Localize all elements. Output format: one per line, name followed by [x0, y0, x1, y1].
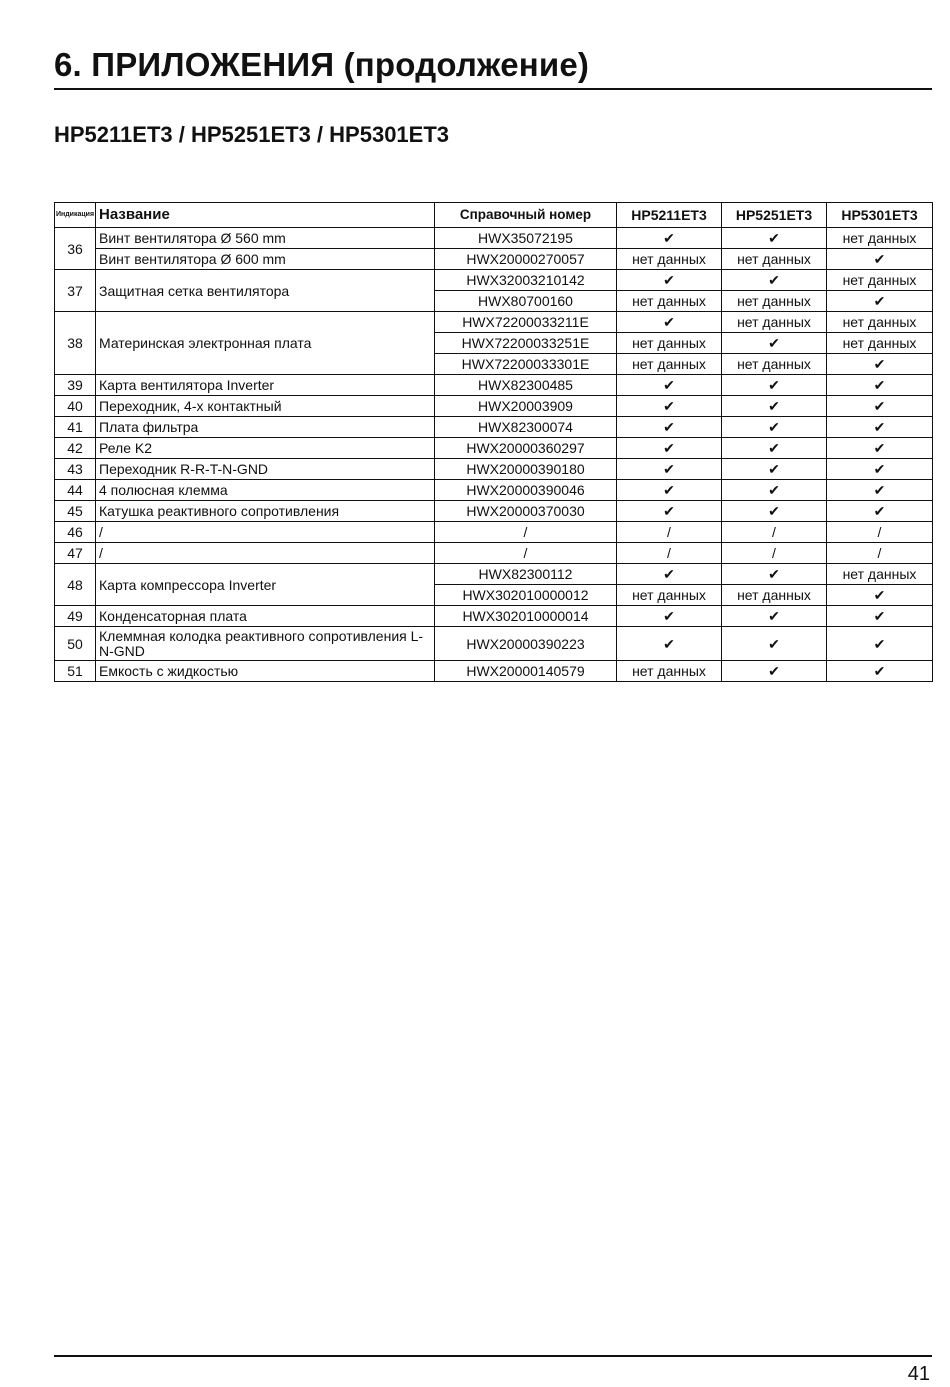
part-name-cell: Клеммная колодка реактивного сопротивления L-N-GND [96, 627, 435, 661]
availability-check-icon: ✔ [722, 459, 827, 480]
availability-check-icon: ✔ [617, 459, 722, 480]
availability-check-icon: ✔ [722, 396, 827, 417]
availability-cell: / [722, 543, 827, 564]
part-name-cell: Конденсаторная плата [96, 606, 435, 627]
availability-check-icon: ✔ [722, 228, 827, 249]
page-number: 41 [907, 1363, 930, 1385]
table-row [55, 249, 933, 270]
indication-cell: 42 [55, 438, 96, 459]
part-name-cell: Реле K2 [96, 438, 435, 459]
availability-check-icon: ✔ [827, 396, 933, 417]
availability-cell: нет данных [722, 291, 827, 312]
reference-number-cell: HWX302010000014 [435, 606, 617, 627]
table-row [55, 312, 933, 333]
availability-check-icon: ✔ [722, 564, 827, 585]
reference-number-cell: HWX302010000012 [435, 585, 617, 606]
part-name-cell: / [96, 522, 435, 543]
table-row [55, 661, 933, 682]
part-name-cell: / [96, 543, 435, 564]
indication-cell: 44 [55, 480, 96, 501]
table-row [55, 543, 933, 564]
availability-check-icon: ✔ [827, 585, 933, 606]
header-name: Название [96, 203, 435, 228]
reference-number-cell: HWX20000370030 [435, 501, 617, 522]
indication-cell: 51 [55, 661, 96, 682]
indication-cell: 37 [55, 270, 96, 312]
availability-cell: / [617, 522, 722, 543]
table-row [55, 480, 933, 501]
availability-check-icon: ✔ [722, 661, 827, 682]
reference-number-cell: HWX20000140579 [435, 661, 617, 682]
indication-cell: 38 [55, 312, 96, 375]
availability-check-icon: ✔ [827, 501, 933, 522]
availability-cell: нет данных [827, 564, 933, 585]
table-row [55, 522, 933, 543]
reference-number-cell: HWX20000270057 [435, 249, 617, 270]
table-row [55, 501, 933, 522]
availability-cell: / [827, 543, 933, 564]
table-row [55, 417, 933, 438]
availability-check-icon: ✔ [722, 501, 827, 522]
availability-cell: нет данных [617, 354, 722, 375]
availability-check-icon: ✔ [617, 438, 722, 459]
reference-number-cell: HWX32003210142 [435, 270, 617, 291]
footer-rule [54, 1355, 932, 1357]
availability-check-icon: ✔ [617, 564, 722, 585]
indication-cell: 49 [55, 606, 96, 627]
header-indication: Индикация [55, 203, 96, 228]
availability-cell: нет данных [722, 585, 827, 606]
availability-check-icon: ✔ [827, 291, 933, 312]
reference-number-cell: HWX82300112 [435, 564, 617, 585]
availability-check-icon: ✔ [827, 627, 933, 661]
part-name-cell: 4 полюсная клемма [96, 480, 435, 501]
indication-cell: 39 [55, 375, 96, 396]
availability-check-icon: ✔ [617, 627, 722, 661]
indication-cell: 48 [55, 564, 96, 606]
table-row [55, 375, 933, 396]
table-row [55, 438, 933, 459]
part-name-cell: Плата фильтра [96, 417, 435, 438]
header-model-1: HP5211ET3 [617, 203, 722, 228]
availability-cell: нет данных [617, 661, 722, 682]
header-reference-number: Справочный номер [435, 203, 617, 228]
part-name-cell: Емкость с жидкостью [96, 661, 435, 682]
title-rule [54, 88, 932, 90]
availability-check-icon: ✔ [722, 417, 827, 438]
table-row [55, 459, 933, 480]
indication-cell: 41 [55, 417, 96, 438]
reference-number-cell: HWX82300485 [435, 375, 617, 396]
reference-number-cell: HWX20000390046 [435, 480, 617, 501]
availability-cell: нет данных [722, 249, 827, 270]
availability-cell: нет данных [827, 270, 933, 291]
reference-number-cell: HWX20000390223 [435, 627, 617, 661]
reference-number-cell: HWX72200033211E [435, 312, 617, 333]
availability-cell: нет данных [722, 354, 827, 375]
part-name-cell: Карта компрессора Inverter [96, 564, 435, 606]
availability-check-icon: ✔ [617, 375, 722, 396]
header-model-3: HP5301ET3 [827, 203, 933, 228]
availability-check-icon: ✔ [827, 480, 933, 501]
availability-check-icon: ✔ [617, 396, 722, 417]
reference-number-cell: HWX20003909 [435, 396, 617, 417]
reference-number-cell: HWX20000360297 [435, 438, 617, 459]
availability-cell: нет данных [722, 312, 827, 333]
reference-number-cell: HWX80700160 [435, 291, 617, 312]
availability-cell: нет данных [827, 228, 933, 249]
reference-number-cell: / [435, 543, 617, 564]
table-header-row [55, 203, 933, 228]
availability-check-icon: ✔ [722, 270, 827, 291]
availability-check-icon: ✔ [827, 438, 933, 459]
availability-check-icon: ✔ [827, 375, 933, 396]
availability-check-icon: ✔ [617, 312, 722, 333]
availability-cell: нет данных [617, 585, 722, 606]
reference-number-cell: / [435, 522, 617, 543]
table-row [55, 627, 933, 661]
indication-cell: 46 [55, 522, 96, 543]
availability-check-icon: ✔ [827, 661, 933, 682]
table-row [55, 228, 933, 249]
reference-number-cell: HWX72200033251E [435, 333, 617, 354]
spare-parts-table [54, 202, 933, 682]
part-name-cell: Переходник R-R-T-N-GND [96, 459, 435, 480]
availability-check-icon: ✔ [722, 375, 827, 396]
availability-cell: / [617, 543, 722, 564]
reference-number-cell: HWX20000390180 [435, 459, 617, 480]
availability-cell: нет данных [827, 312, 933, 333]
availability-check-icon: ✔ [617, 480, 722, 501]
availability-check-icon: ✔ [827, 249, 933, 270]
availability-cell: / [722, 522, 827, 543]
availability-check-icon: ✔ [722, 606, 827, 627]
table-row [55, 270, 933, 291]
part-name-cell: Переходник, 4-х контактный [96, 396, 435, 417]
table-row [55, 564, 933, 585]
availability-check-icon: ✔ [722, 438, 827, 459]
availability-check-icon: ✔ [722, 333, 827, 354]
availability-check-icon: ✔ [827, 459, 933, 480]
availability-cell: нет данных [827, 333, 933, 354]
reference-number-cell: HWX72200033301E [435, 354, 617, 375]
table-body [55, 228, 933, 682]
availability-cell: нет данных [617, 249, 722, 270]
indication-cell: 36 [55, 228, 96, 270]
availability-cell: нет данных [617, 333, 722, 354]
part-name-cell: Катушка реактивного сопротивления [96, 501, 435, 522]
availability-check-icon: ✔ [617, 270, 722, 291]
availability-check-icon: ✔ [722, 480, 827, 501]
indication-cell: 50 [55, 627, 96, 661]
availability-check-icon: ✔ [827, 606, 933, 627]
availability-cell: нет данных [617, 291, 722, 312]
indication-cell: 47 [55, 543, 96, 564]
availability-check-icon: ✔ [617, 501, 722, 522]
part-name-cell: Винт вентилятора Ø 600 mm [96, 249, 435, 270]
reference-number-cell: HWX82300074 [435, 417, 617, 438]
availability-check-icon: ✔ [827, 417, 933, 438]
availability-cell: / [827, 522, 933, 543]
table-row [55, 396, 933, 417]
indication-cell: 43 [55, 459, 96, 480]
availability-check-icon: ✔ [617, 606, 722, 627]
availability-check-icon: ✔ [722, 627, 827, 661]
availability-check-icon: ✔ [827, 354, 933, 375]
part-name-cell: Карта вентилятора Inverter [96, 375, 435, 396]
page-title: 6. ПРИЛОЖЕНИЯ (продолжение) [54, 46, 590, 83]
reference-number-cell: HWX35072195 [435, 228, 617, 249]
part-name-cell: Винт вентилятора Ø 560 mm [96, 228, 435, 249]
header-model-2: HP5251ET3 [722, 203, 827, 228]
part-name-cell: Защитная сетка вентилятора [96, 270, 435, 312]
indication-cell: 45 [55, 501, 96, 522]
availability-check-icon: ✔ [617, 228, 722, 249]
indication-cell: 40 [55, 396, 96, 417]
table-row [55, 606, 933, 627]
part-name-cell: Материнская электронная плата [96, 312, 435, 375]
availability-check-icon: ✔ [617, 417, 722, 438]
models-subtitle: HP5211ET3 / HP5251ET3 / HP5301ET3 [54, 122, 450, 147]
